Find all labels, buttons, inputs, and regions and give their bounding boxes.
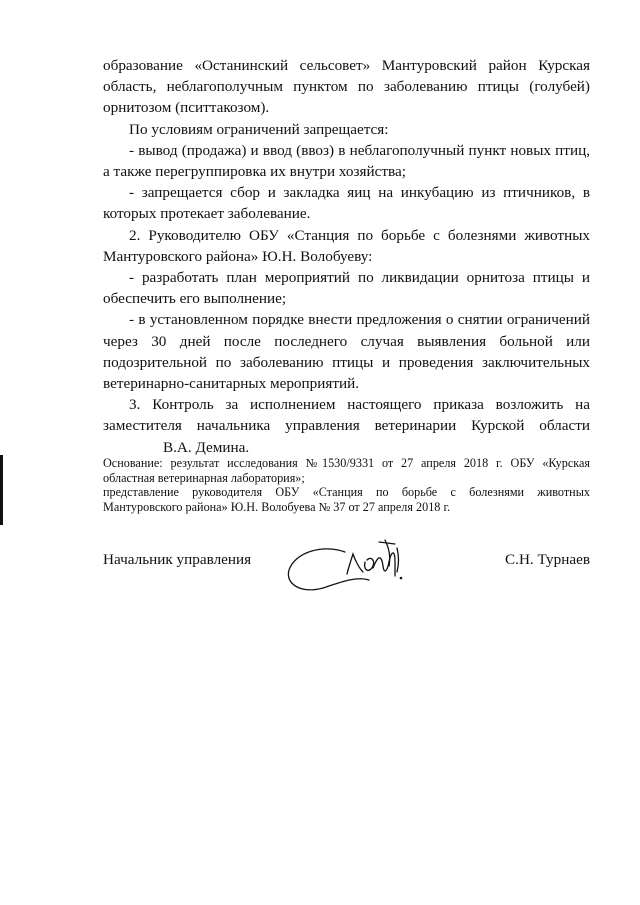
- basis-item: Основание: результат исследования №1530/9331 от 27 апреля 2018 г. ОБУ «Курская областная ветеринарная лаборатория»;: [103, 456, 590, 485]
- paragraph-restriction-eggs: - запрещается сбор и закладка яиц на инкубацию из птичников, в которых протекает заболевание.: [103, 184, 590, 223]
- paragraph-continuation: образование «Останинский сельсовет» Мантуровский район Курская область, неблагополучным пунктом по заболеванию птицы (голубей) орнитозом (пситтакозом).: [103, 57, 590, 117]
- control-person: В.А. Демина.: [163, 438, 250, 456]
- document-body: [103, 55, 590, 458]
- paragraph-item-3-text: 3. Контроль за исполнением настоящего приказа возложить на заместителя начальника управления ветеринарии Курской области: [103, 396, 590, 435]
- basis-notes: [103, 456, 590, 514]
- paragraph-item-2: 2. Руководителю ОБУ «Станция по борьбе с болезнями животных Мантуровского района» Ю.Н. Волобуеву:: [103, 226, 590, 265]
- paragraph-item-2-plan: - разработать план мероприятий по ликвидации орнитоза птицы и обеспечить его выполнение;: [103, 269, 590, 308]
- basis-item: представление руководителя ОБУ «Станция по борьбе с болезнями животных Мантуровского района» Ю.Н. Волобуева № 37 от 27 апреля 2018 г.: [103, 485, 590, 514]
- scan-edge-mark: [0, 455, 3, 525]
- signer-name: С.Н. Турнаев: [505, 551, 590, 568]
- paragraph-restrictions-intro: По условиям ограничений запрещается:: [129, 120, 389, 138]
- paragraph-item-3: [103, 394, 590, 458]
- paragraph-restriction-birds: - вывод (продажа) и ввод (ввоз) в неблагополучный пункт новых птиц, а также перегруппировка их внутри хозяйства;: [103, 141, 590, 181]
- handwritten-signature: [283, 522, 413, 602]
- paragraph-item-2-proposals: - в установленном порядке внести предложения о снятии ограничений через 30 дней после последнего случая выявления больной или подозрительной по заболеванию птицы и проведения заключительных ветеринарно-санитарных мероприятий.: [103, 311, 590, 393]
- signer-position: Начальник управления: [103, 551, 252, 568]
